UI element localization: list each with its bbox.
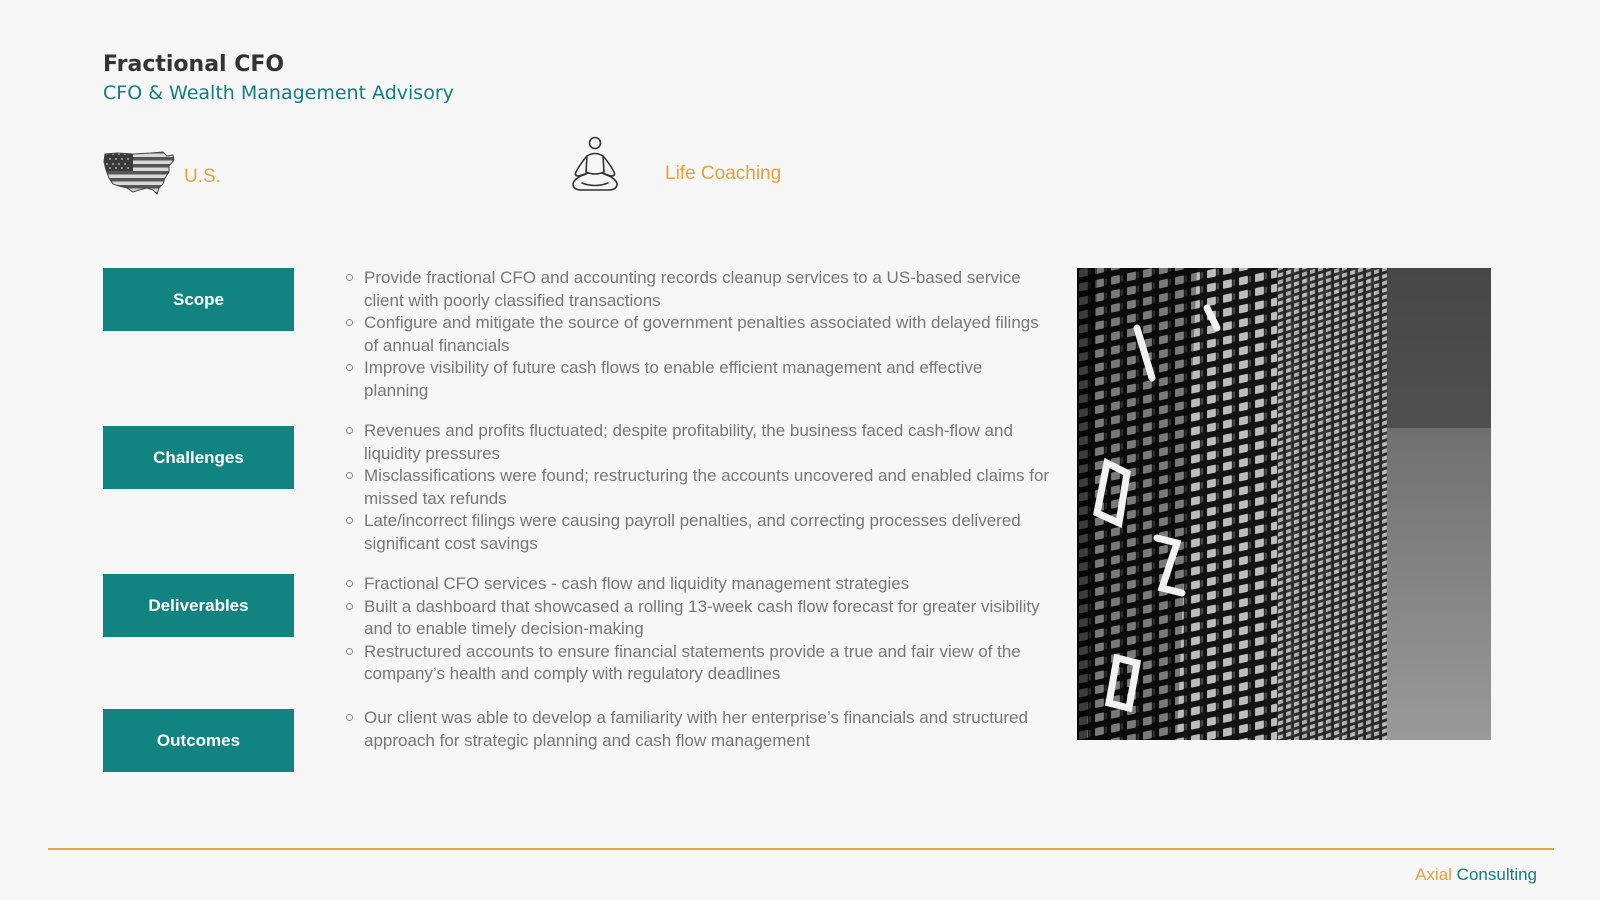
scope-bullets xyxy=(345,267,1050,402)
region-label: U.S. xyxy=(184,166,221,187)
list-item: Built a dashboard that showcased a rolling 13-week cash flow forecast for greater visibility and to enable timely decision-making xyxy=(345,596,1050,641)
list-item: Fractional CFO services - cash flow and liquidity management strategies xyxy=(345,573,1050,596)
deliverables-label-box: Deliverables xyxy=(103,574,294,637)
brand-axial: Axial xyxy=(1415,865,1452,884)
challenges-bullets xyxy=(345,420,1050,555)
list-item: Revenues and profits fluctuated; despite profitability, the business faced cash-flow and liquidity pressures xyxy=(345,420,1050,465)
page-title: Fractional CFO xyxy=(103,52,285,77)
list-item: Provide fractional CFO and accounting records cleanup services to a US-based service client with poorly classified transactions xyxy=(345,267,1050,312)
scope-label-box: Scope xyxy=(103,268,294,331)
page-subtitle: CFO & Wealth Management Advisory xyxy=(103,82,454,104)
brand-consulting: Consulting xyxy=(1456,865,1537,884)
footer-brand xyxy=(1415,865,1537,885)
outcomes-label-box: Outcomes xyxy=(103,709,294,772)
list-item: Restructured accounts to ensure financial statements provide a true and fair view of the company’s health and comply with regulatory deadlines xyxy=(345,641,1050,686)
deliverables-bullets xyxy=(345,573,1050,686)
list-item: Our client was able to develop a familiarity with her enterprise’s financials and structured approach for strategic planning and cash flow management xyxy=(345,707,1050,752)
counter-wall-photo xyxy=(1077,268,1491,740)
meditation-icon xyxy=(570,136,620,194)
footer-divider xyxy=(48,848,1554,850)
list-item: Configure and mitigate the source of government penalties associated with delayed filings of annual financials xyxy=(345,312,1050,357)
list-item: Late/incorrect filings were causing payroll penalties, and correcting processes delivered significant cost savings xyxy=(345,510,1050,555)
us-map-flag-icon xyxy=(103,150,175,196)
outcomes-bullets xyxy=(345,707,1050,752)
challenges-label-box: Challenges xyxy=(103,426,294,489)
list-item: Misclassifications were found; restructuring the accounts uncovered and enabled claims for missed tax refunds xyxy=(345,465,1050,510)
list-item: Improve visibility of future cash flows to enable efficient management and effective planning xyxy=(345,357,1050,402)
industry-label: Life Coaching xyxy=(665,163,782,184)
